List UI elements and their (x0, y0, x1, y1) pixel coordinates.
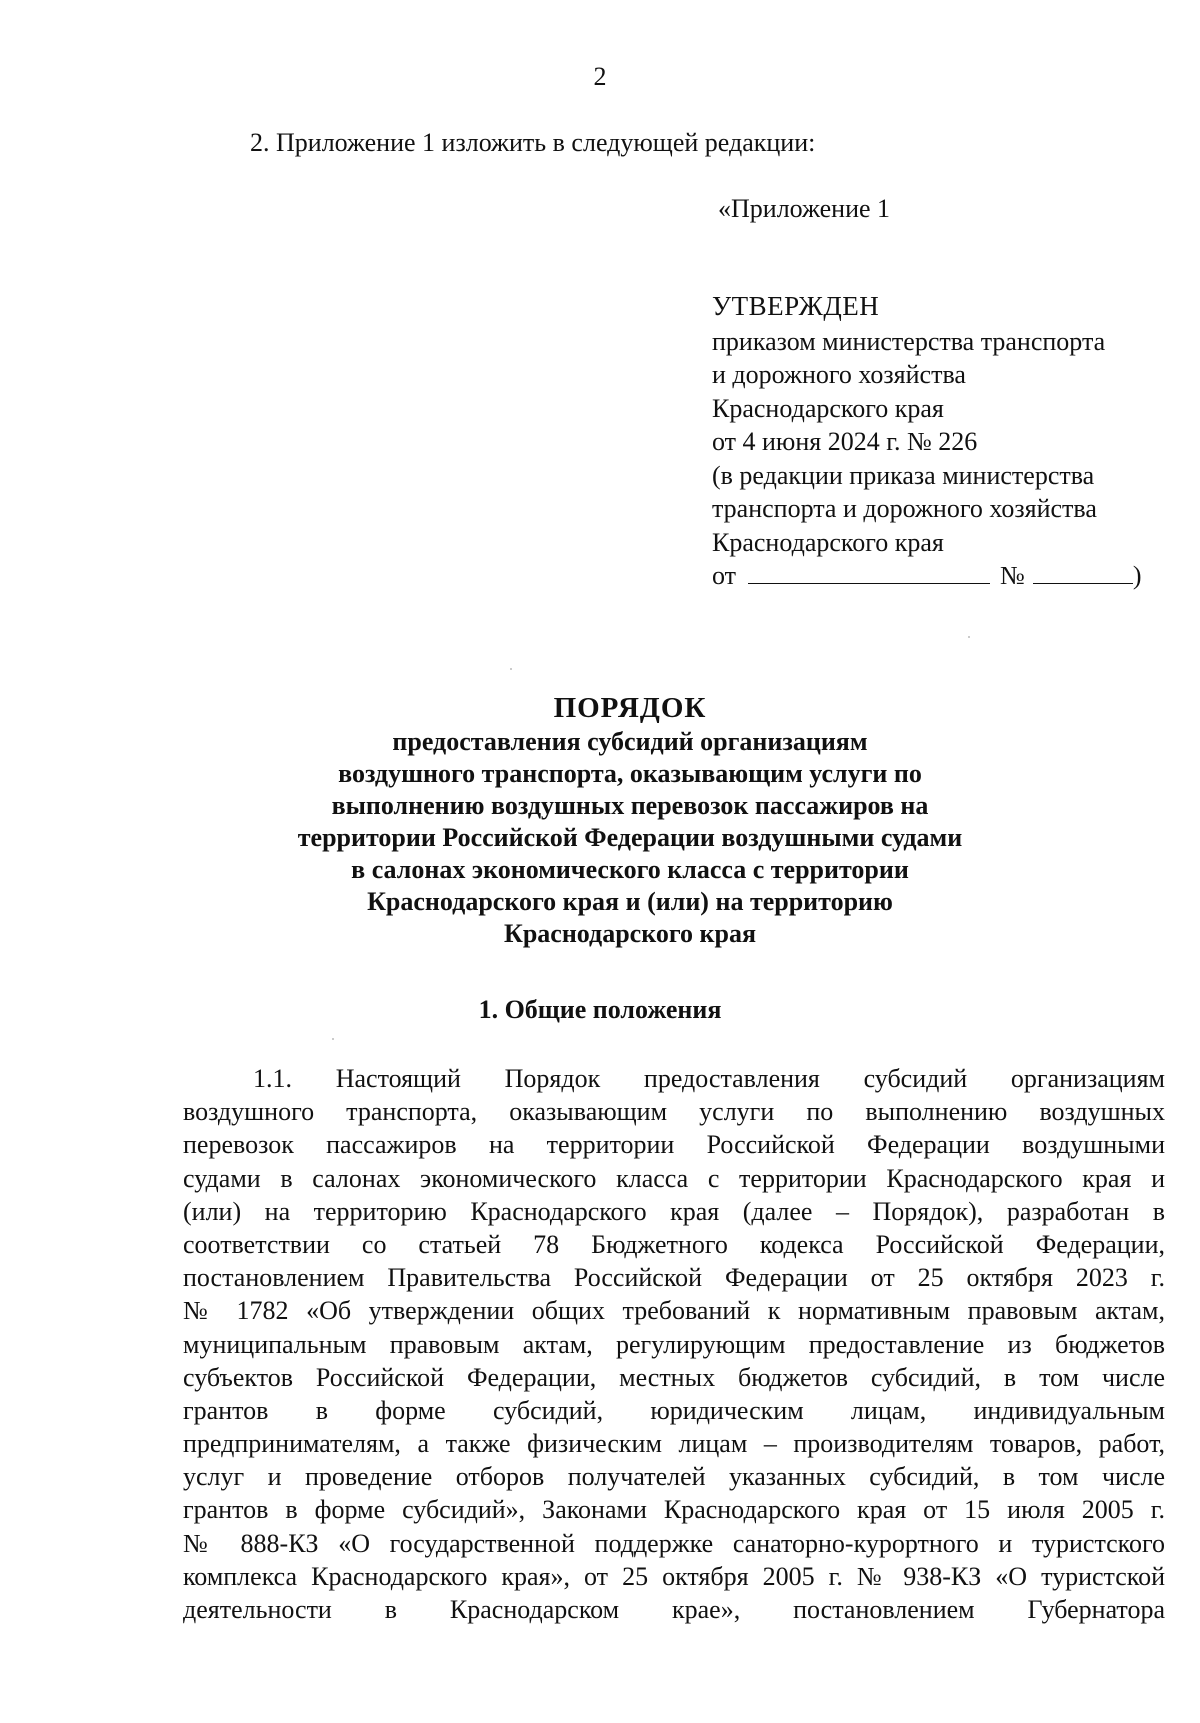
date-prefix: от (712, 561, 737, 590)
paragraph-line: № 888-КЗ «О государственной поддержке санаторно-курортного и туристского (183, 1528, 1165, 1558)
approval-line: Краснодарского края (712, 527, 944, 557)
paragraph-line: услуг и проведение отборов получателей указанных субсидий, в том числе (183, 1462, 1165, 1492)
appendix-label: «Приложение 1 (718, 194, 891, 223)
paragraph-line: судами в салонах экономического класса с территории Краснодарского края и (183, 1163, 1165, 1193)
approval-line: и дорожного хозяйства (712, 360, 966, 389)
paragraph-line: постановлением Правительства Российской Федерации от 25 октября 2023 г. (183, 1263, 1165, 1293)
paragraph-line: перевозок пассажиров на территории Российской Федерации воздушными (183, 1130, 1165, 1160)
paragraph-1-1 (183, 1062, 1165, 1626)
section-heading: 1. Общие положения (478, 995, 722, 1024)
paragraph-line: комплекса Краснодарского края», от 25 октября 2005 г. № 938-КЗ «О туристской (183, 1561, 1165, 1591)
paragraph-line: предпринимателям, а также физическим лицам – производителям товаров, работ, (183, 1429, 1165, 1459)
paragraph-line: (или) на территорию Краснодарского края (далее – Порядок), разработан в (183, 1196, 1165, 1226)
approval-date-line (712, 559, 1172, 593)
title-line: территории Российской Федерации воздушными судами (297, 823, 963, 852)
title-line: предоставления субсидий организациям (392, 727, 868, 756)
title-line: в салонах экономического класса с территории (351, 855, 909, 884)
scan-speck (332, 1038, 334, 1040)
approved-title: УТВЕРЖДЕН (712, 291, 880, 321)
amendment-intro: 2. Приложение 1 изложить в следующей редакции: (250, 128, 816, 157)
number-sign: № (1000, 561, 1025, 590)
approval-line: от 4 июня 2024 г. № 226 (712, 427, 978, 456)
date-blank (748, 561, 990, 584)
approval-block (712, 290, 1172, 593)
scan-speck (510, 668, 512, 670)
document-title: ПОРЯДОК (553, 692, 707, 724)
paragraph-line: субъектов Российской Федерации, местных бюджетов субсидий, в том числе (183, 1362, 1165, 1392)
paragraph-line: муниципальным правовым актам, регулирующим предоставление из бюджетов (183, 1329, 1165, 1359)
paragraph-line: деятельности в Краснодарском крае», постановлением Губернатора (183, 1595, 1165, 1624)
paragraph-line: 1.1. Настоящий Порядок предоставления субсидий организациям (253, 1064, 1165, 1093)
approval-line: приказом министерства транспорта (712, 326, 1106, 356)
paragraph-line: грантов в форме субсидий», Законами Краснодарского края от 15 июля 2005 г. (183, 1495, 1165, 1525)
scan-speck (968, 636, 970, 638)
paragraph-line: соответствии со статьей 78 Бюджетного кодекса Российской Федерации, (183, 1229, 1165, 1259)
paragraph-line: № 1782 «Об утверждении общих требований к нормативным правовым актам, (183, 1296, 1165, 1326)
closing-paren: ) (1132, 561, 1142, 590)
paragraph-line: воздушного транспорта, оказывающим услуги по выполнению воздушных (183, 1097, 1165, 1127)
title-line: воздушного транспорта, оказывающим услуги по (338, 759, 922, 788)
paragraph-line: грантов в форме субсидий, юридическим лицам, индивидуальным (183, 1395, 1165, 1425)
number-blank (1033, 561, 1133, 584)
title-line: выполнению воздушных перевозок пассажиров на (331, 791, 929, 820)
page-number: 2 (593, 62, 607, 91)
approval-line: транспорта и дорожного хозяйства (712, 494, 1097, 523)
document-title-block (180, 692, 1080, 950)
title-line: Краснодарского края и (или) на территорию (367, 887, 893, 916)
approval-line: Краснодарского края (712, 393, 944, 423)
title-line: Краснодарского края (503, 919, 757, 948)
approval-line: (в редакции приказа министерства (712, 460, 1095, 490)
